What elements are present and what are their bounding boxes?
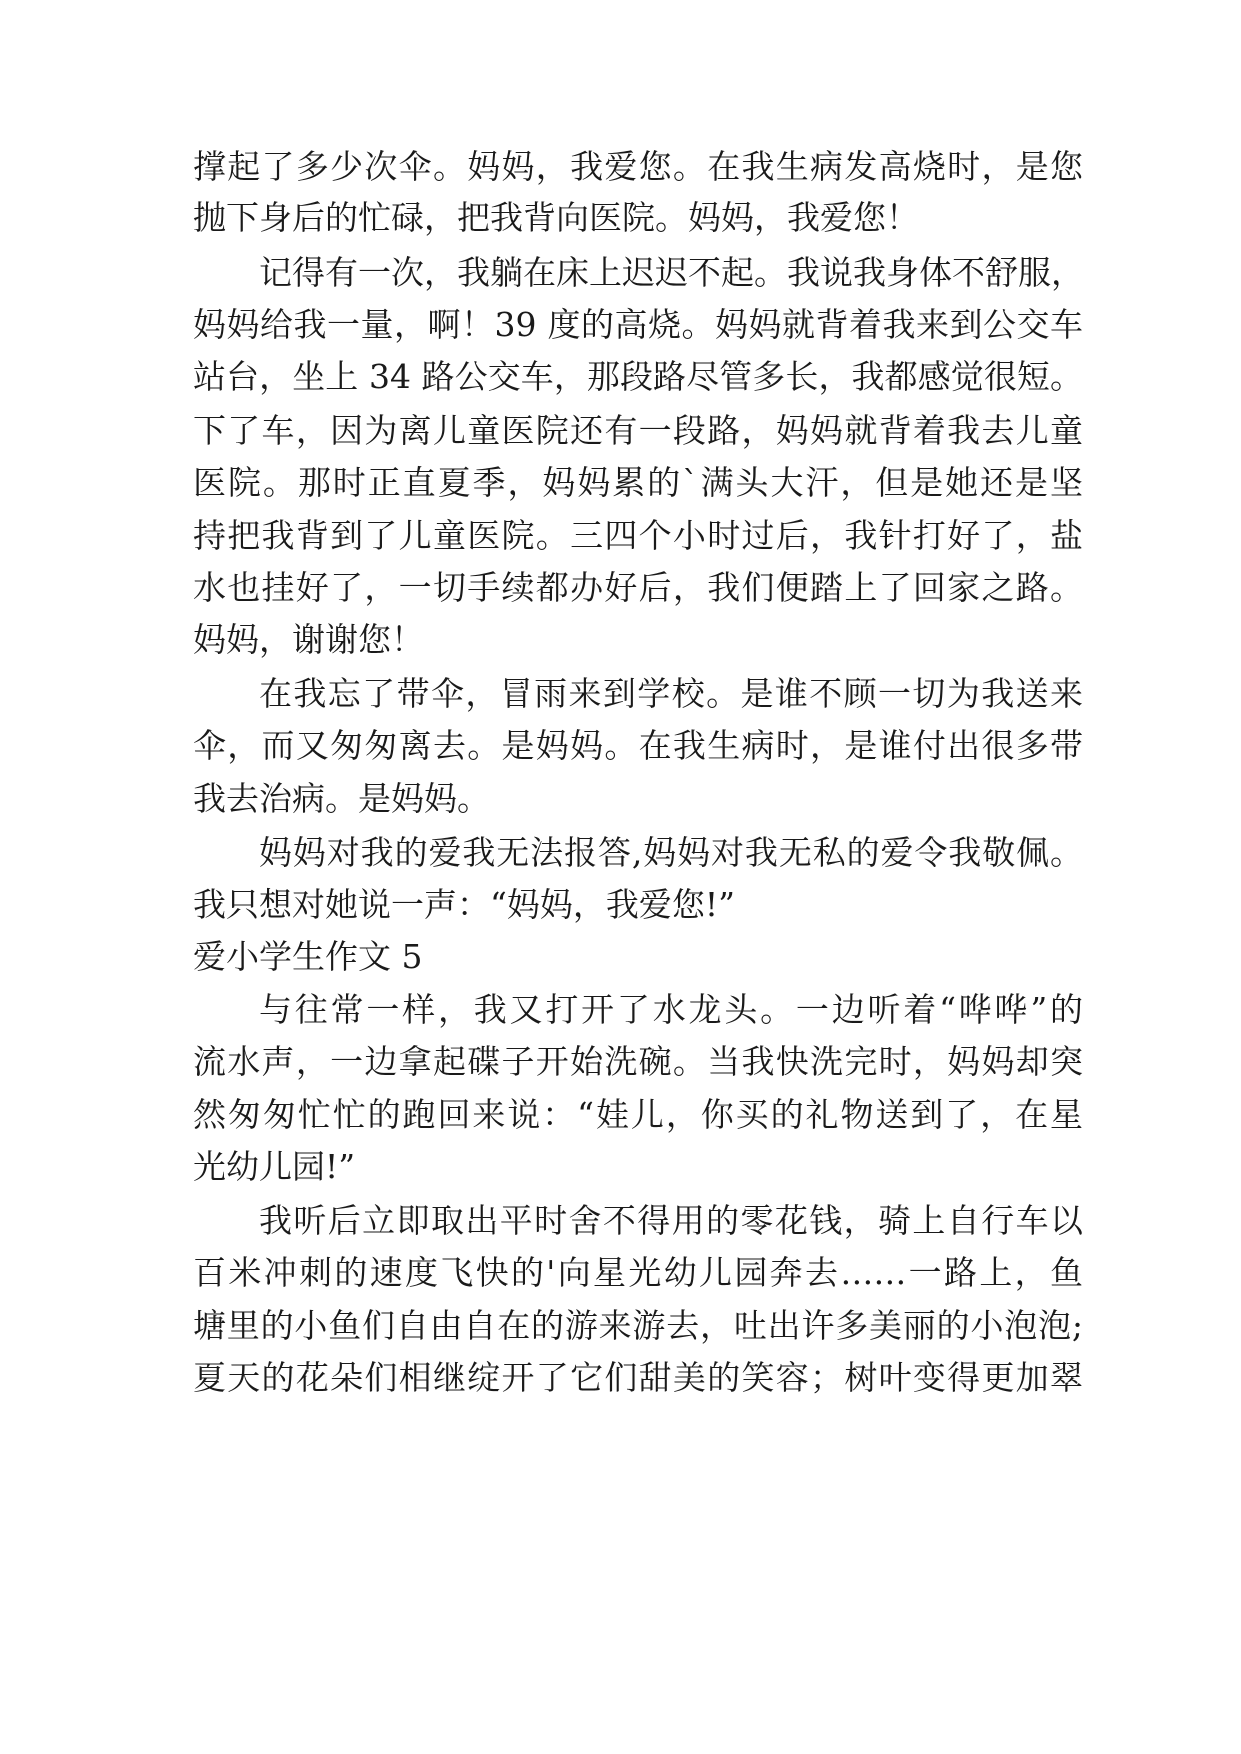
text-line: 妈妈对我的爱我无法报答,妈妈对我无私的爱令我敬佩。 <box>259 833 1083 872</box>
text-line: 抛下身后的忙碌，把我背向医院。妈妈，我爱您！ <box>193 198 919 237</box>
text-line: 然匆匆忙忙的跑回来说：“娃儿，你买的礼物送到了，在星 <box>193 1095 1083 1134</box>
text-line: 医院。那时正直夏季，妈妈累的`满头大汗，但是她还是坚 <box>193 463 1083 502</box>
text-line: 我听后立即取出平时舍不得用的零花钱，骑上自行车以 <box>259 1201 1083 1240</box>
text-line: 妈妈给我一量，啊！39 度的高烧。妈妈就背着我来到公交车 <box>193 305 1083 344</box>
text-line: 在我忘了带伞，冒雨来到学校。是谁不顾一切为我送来 <box>259 674 1083 713</box>
text-line: 站台，坐上 34 路公交车，那段路尽管多长，我都感觉很短。 <box>193 357 1083 396</box>
text-line: 夏天的花朵们相继绽开了它们甜美的笑容；树叶变得更加翠 <box>193 1358 1083 1397</box>
text-line: 水也挂好了，一切手续都办好后，我们便踏上了回家之路。 <box>193 568 1083 607</box>
text-line: 百米冲刺的速度飞快的'向星光幼儿园奔去……一路上，鱼 <box>193 1253 1083 1292</box>
text-line: 我去治病。是妈妈。 <box>193 779 490 818</box>
text-line: 流水声，一边拿起碟子开始洗碗。当我快洗完时，妈妈却突 <box>193 1042 1083 1081</box>
text-line: 塘里的小鱼们自由自在的游来游去，吐出许多美丽的小泡泡; <box>193 1306 1083 1345</box>
text-line: 光幼儿园!” <box>193 1147 356 1186</box>
text-line: 我只想对她说一声：“妈妈，我爱您!” <box>193 885 736 924</box>
text-line: 下了车，因为离儿童医院还有一段路，妈妈就背着我去儿童 <box>193 411 1083 450</box>
text-line: 记得有一次，我躺在床上迟迟不起。我说我身体不舒服， <box>259 253 1084 292</box>
text-line: 持把我背到了儿童医院。三四个小时过后，我针打好了，盐 <box>193 516 1083 555</box>
section-heading: 爱小学生作文 5 <box>193 937 423 976</box>
text-line: 伞，而又匆匆离去。是妈妈。在我生病时，是谁付出很多带 <box>193 726 1083 765</box>
text-line: 与往常一样，我又打开了水龙头。一边听着“哗哗”的 <box>259 990 1083 1029</box>
text-line: 撑起了多少次伞。妈妈，我爱您。在我生病发高烧时，是您 <box>193 147 1083 186</box>
text-line: 妈妈，谢谢您！ <box>193 620 424 659</box>
